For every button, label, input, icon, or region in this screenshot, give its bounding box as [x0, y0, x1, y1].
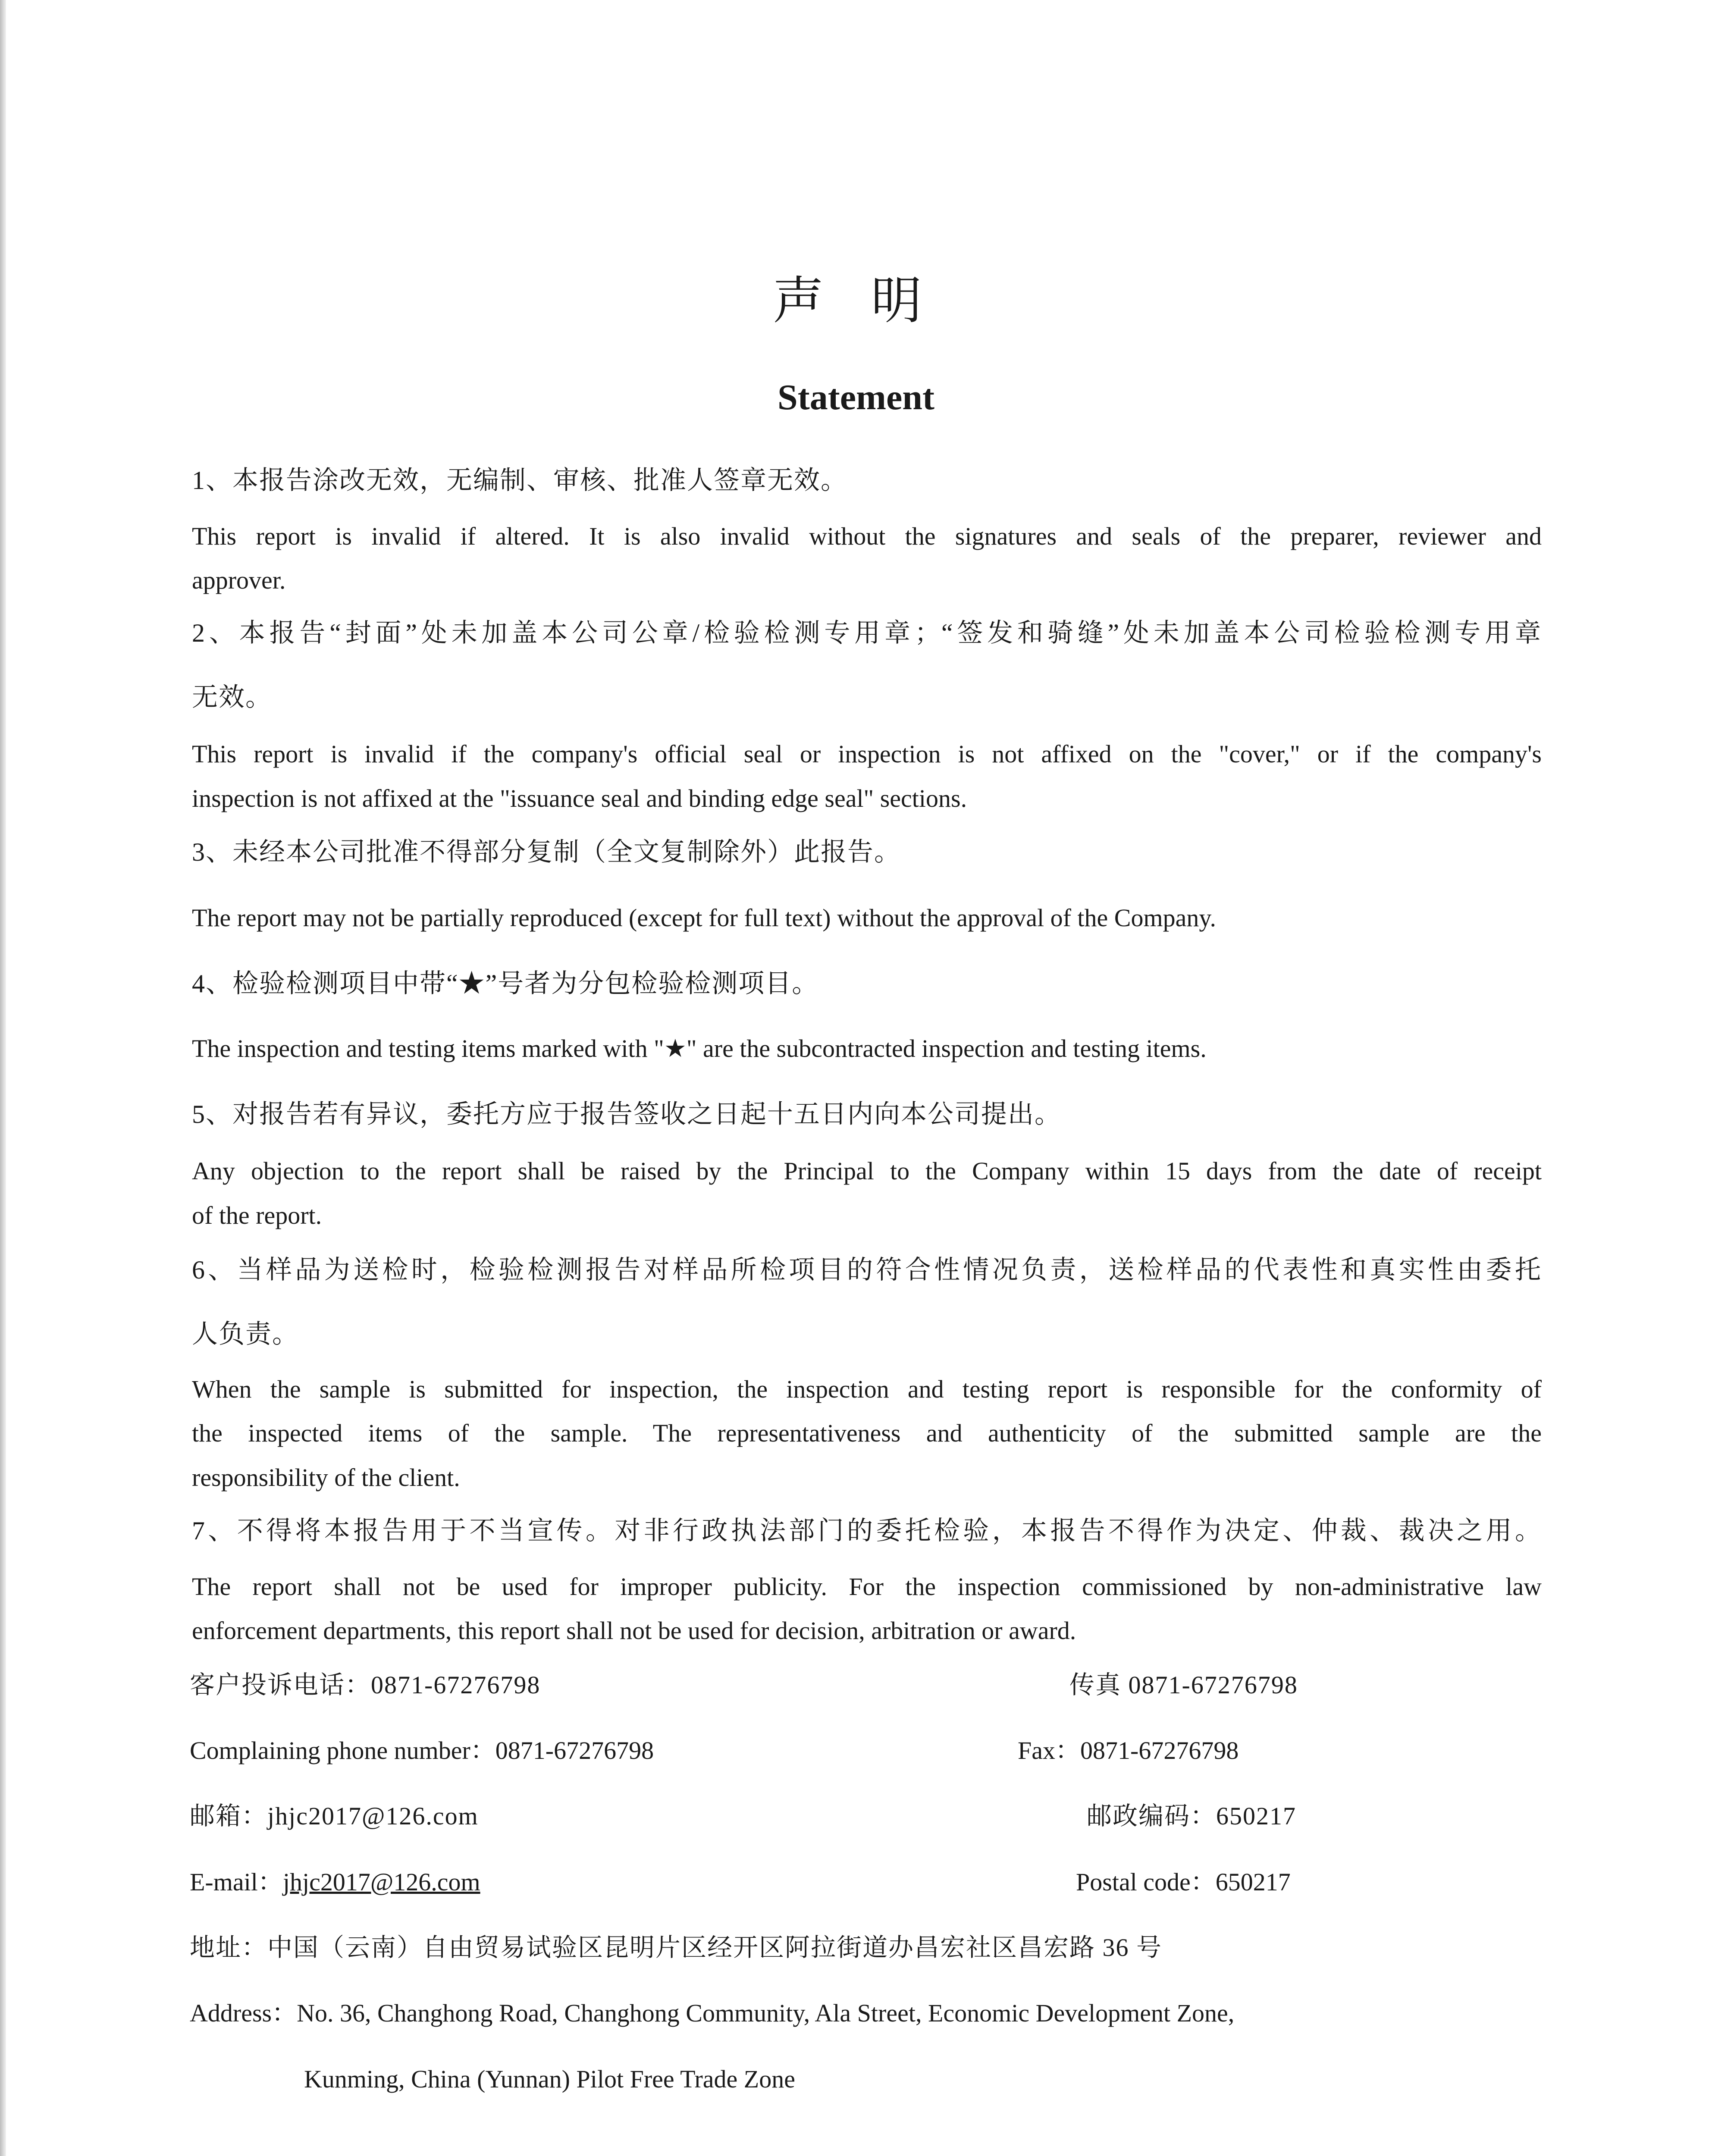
item-2-english-line-1: This report is invalid if the company's official seal or inspection is not affixed on the "cover," or if the company's [192, 740, 1542, 768]
item-1-chinese: 1、本报告涂改无效，无编制、审核、批准人签章无效。 [192, 466, 847, 495]
item-2-chinese-line-1: 2、本报告“封面”处未加盖本公司公章/检验检测专用章；“签发和骑缝”处未加盖本公司检验检测专用章 [192, 619, 1542, 647]
item-1-english-line-2: approver. [192, 566, 286, 594]
address-chinese: 地址：中国（云南）自由贸易试验区昆明片区经开区阿拉街道办昌宏社区昌宏路 36 号 [190, 1934, 1163, 1962]
item-7-chinese: 7、不得将本报告用于不当宣传。对非行政执法部门的委托检验，本报告不得作为决定、仲裁、裁决之用。 [192, 1517, 1542, 1545]
address-english-line-2: Kunming, China (Yunnan) Pilot Free Trade Zone [304, 2065, 795, 2093]
item-6-chinese-line-1: 6、当样品为送检时，检验检测报告对样品所检项目的符合性情况负责，送检样品的代表性和真实性由委托 [192, 1256, 1542, 1284]
item-6-english-line-2: the inspected items of the sample. The representativeness and authenticity of the submitted sample are the [192, 1419, 1542, 1447]
fax-english: Fax：0871-67276798 [1018, 1736, 1239, 1764]
item-5-english-line-2: of the report. [192, 1201, 322, 1229]
email-label: E-mail： [190, 1868, 283, 1896]
email-chinese: 邮箱：jhjc2017@126.com [190, 1802, 479, 1830]
complaint-phone-chinese: 客户投诉电话：0871-67276798 [190, 1671, 541, 1699]
item-6-english-line-3: responsibility of the client. [192, 1463, 460, 1492]
email-english [190, 1860, 480, 1905]
fax-chinese: 传真 0871-67276798 [1069, 1671, 1298, 1699]
complaint-phone-english: Complaining phone number：0871-67276798 [190, 1736, 654, 1764]
item-1-english-line-1: This report is invalid if altered. It is also invalid without the signatures and seals of the preparer, reviewer and [192, 522, 1542, 550]
item-5-english-line-1: Any objection to the report shall be raised by the Principal to the Company within 15 days from the date of receipt [192, 1157, 1542, 1185]
title-chinese: 声 明 [773, 273, 939, 329]
item-3-chinese: 3、未经本公司批准不得部分复制（全文复制除外）此报告。 [192, 838, 901, 866]
email-link[interactable]: jhjc2017@126.com [282, 1868, 480, 1896]
item-6-english-line-1: When the sample is submitted for inspection, the inspection and testing report is responsible for the conformity of [192, 1375, 1542, 1403]
item-4-chinese: 4、检验检测项目中带“★”号者为分包检验检测项目。 [192, 969, 819, 998]
item-5-chinese: 5、对报告若有异议，委托方应于报告签收之日起十五日内向本公司提出。 [192, 1100, 1061, 1128]
item-6-chinese-line-2: 人负责。 [192, 1320, 299, 1348]
item-2-chinese-line-2: 无效。 [192, 683, 272, 711]
item-7-english-line-2: enforcement departments, this report shall not be used for decision, arbitration or award. [192, 1617, 1076, 1645]
item-4-english: The inspection and testing items marked with "★" are the subcontracted inspection and testing items. [192, 1034, 1207, 1062]
postal-code-chinese: 邮政编码：650217 [1087, 1802, 1297, 1830]
item-2-english-line-2: inspection is not affixed at the "issuance seal and binding edge seal" sections. [192, 784, 967, 812]
postal-code-english: Postal code：650217 [1076, 1868, 1291, 1896]
title-english: Statement [778, 377, 934, 417]
item-7-english-line-1: The report shall not be used for improper publicity. For the inspection commissioned by non-administrative law [192, 1573, 1542, 1601]
item-3-english: The report may not be partially reproduced (except for full text) without the approval of the Company. [192, 904, 1217, 932]
address-english-line-1: Address：No. 36, Changhong Road, Changhong Community, Ala Street, Economic Development Zone, [190, 1999, 1235, 2027]
